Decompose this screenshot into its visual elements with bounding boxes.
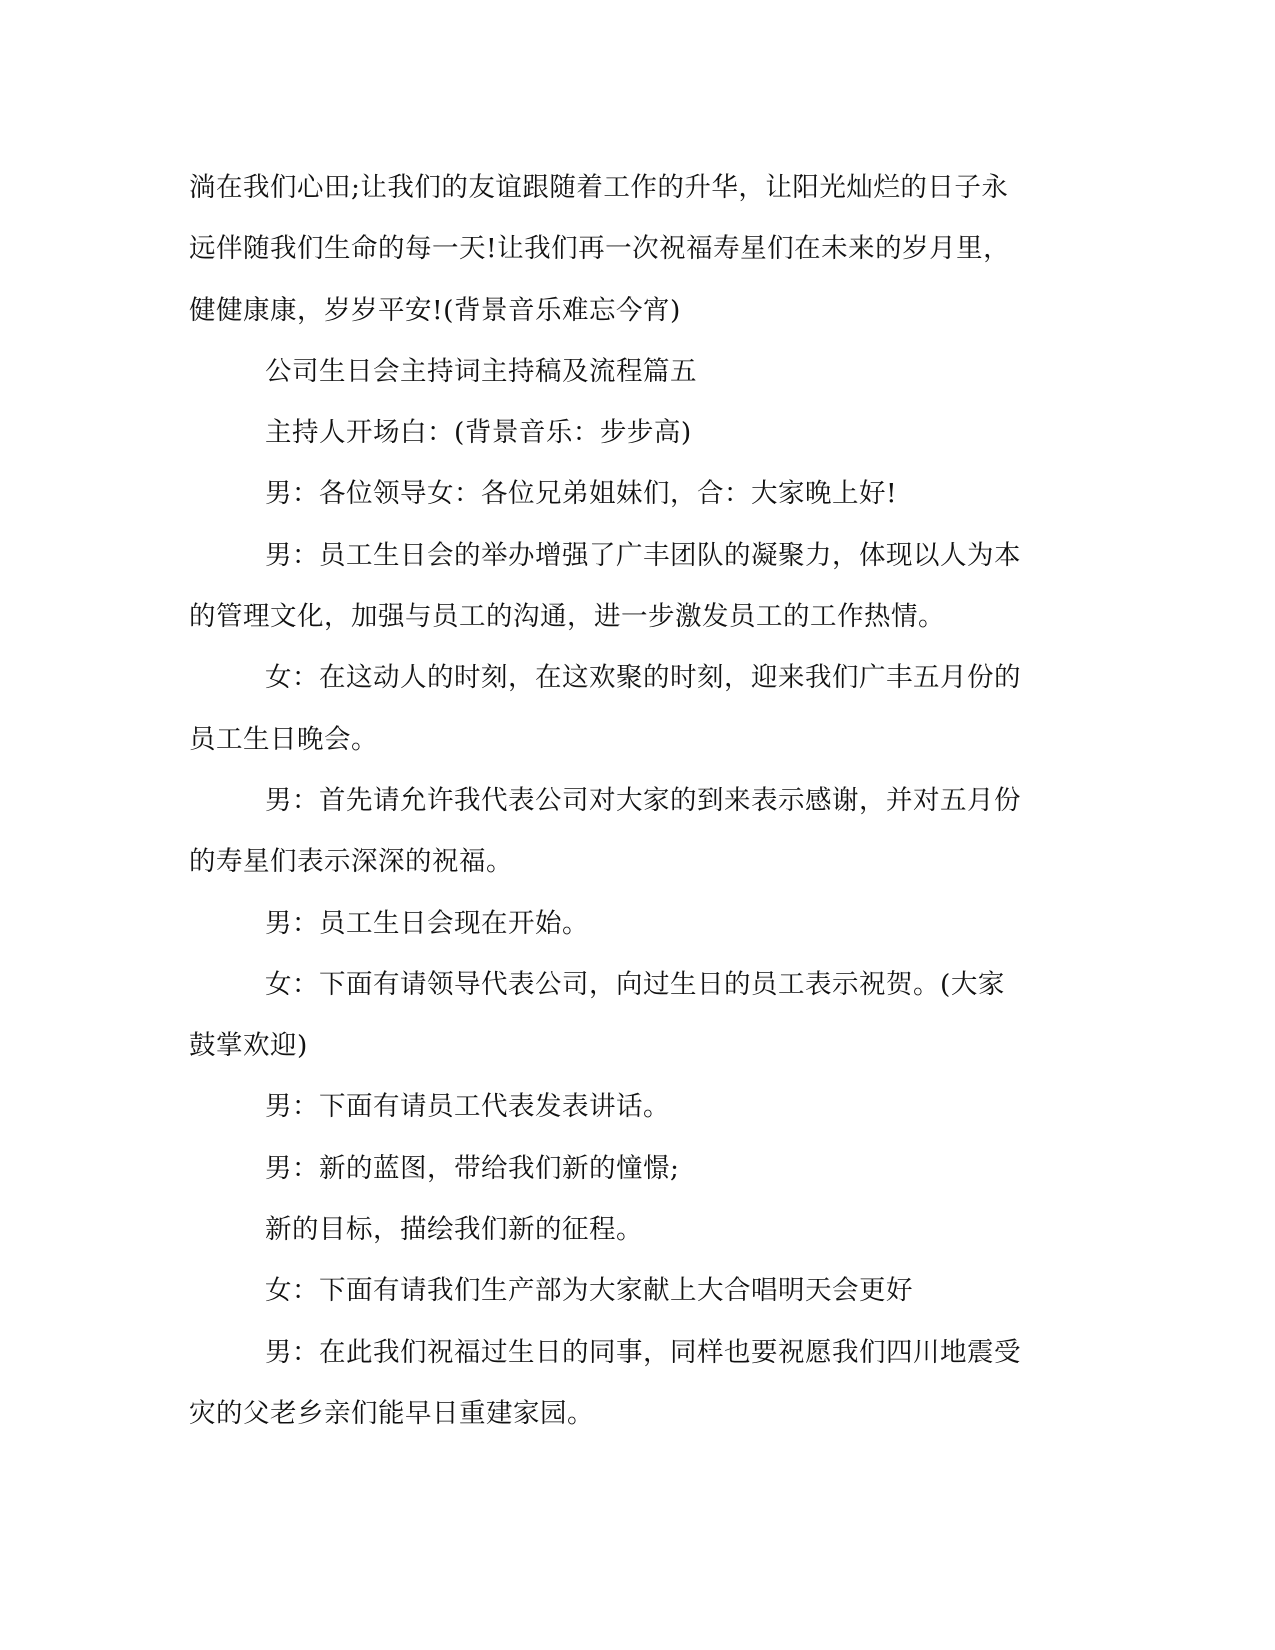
paragraph-employee-speech bbox=[189, 1076, 1079, 1137]
text-line: 男：下面有请员工代表发表讲话。 bbox=[265, 1091, 670, 1123]
paragraph-closing-blessing bbox=[189, 157, 1079, 341]
paragraph-wishes bbox=[189, 1322, 1079, 1383]
paragraph-chorus bbox=[189, 1260, 1079, 1321]
text-line: 健健康康，岁岁平安!(背景音乐难忘今宵) bbox=[189, 294, 681, 326]
text-line: 男：在此我们祝福过生日的同事，同样也要祝愿我们四川地震受 bbox=[265, 1336, 1021, 1368]
text-line: 的管理文化，加强与员工的沟通，进一步激发员工的工作热情。 bbox=[189, 601, 945, 633]
text-line: 男：首先请允许我代表公司对大家的到来表示感谢，并对五月份 bbox=[265, 784, 1021, 816]
text-line: 女：下面有请我们生产部为大家献上大合唱明天会更好 bbox=[265, 1275, 913, 1307]
text-line: 淌在我们心田;让我们的友谊跟随着工作的升华，让阳光灿烂的日子永 bbox=[189, 172, 1009, 203]
text-line: 女：下面有请领导代表公司，向过生日的员工表示祝贺。(大家 bbox=[265, 968, 1005, 1000]
paragraph-leader bbox=[189, 954, 1079, 1015]
text-line: 的寿星们表示深深的祝福。 bbox=[189, 846, 513, 878]
paragraph-opening bbox=[189, 402, 1079, 463]
text-line: 男：员工生日会的举办增强了广丰团队的凝聚力，体现以人为本 bbox=[265, 539, 1021, 571]
paragraph-moment bbox=[189, 647, 1079, 708]
text-line: 远伴随我们生命的每一天!让我们再一次祝福寿星们在未来的岁月里， bbox=[189, 233, 1011, 265]
section-title: 公司生日会主持词主持稿及流程篇五 bbox=[265, 355, 697, 387]
text-line: 鼓掌欢迎) bbox=[189, 1030, 308, 1062]
paragraph-blueprint bbox=[189, 1138, 1079, 1199]
paragraph-leader-cont bbox=[189, 1015, 1079, 1076]
text-line: 新的目标，描绘我们新的征程。 bbox=[265, 1214, 643, 1246]
document-body bbox=[189, 157, 1079, 1444]
text-line: 男：员工生日会现在开始。 bbox=[265, 907, 589, 939]
paragraph-goal bbox=[189, 1199, 1079, 1260]
paragraph-thanks-cont bbox=[189, 831, 1079, 892]
text-line: 男：各位领导女：各位兄弟姐妹们，合：大家晚上好! bbox=[265, 478, 898, 510]
text-line: 灾的父老乡亲们能早日重建家园。 bbox=[189, 1397, 594, 1429]
paragraph-wishes-cont bbox=[189, 1383, 1079, 1444]
paragraph-greeting bbox=[189, 463, 1079, 524]
text-line: 男：新的蓝图，带给我们新的憧憬; bbox=[265, 1152, 680, 1184]
paragraph-cohesion bbox=[189, 525, 1079, 586]
paragraph-thanks bbox=[189, 770, 1079, 831]
text-line: 主持人开场白：(背景音乐：步步高) bbox=[265, 417, 692, 449]
paragraph-moment-cont bbox=[189, 709, 1079, 770]
text-line: 员工生日晚会。 bbox=[189, 723, 378, 755]
text-line: 女：在这动人的时刻，在这欢聚的时刻，迎来我们广丰五月份的 bbox=[265, 662, 1021, 694]
paragraph-cohesion-cont bbox=[189, 586, 1079, 647]
paragraph-start bbox=[189, 893, 1079, 954]
section-heading bbox=[189, 341, 1079, 402]
